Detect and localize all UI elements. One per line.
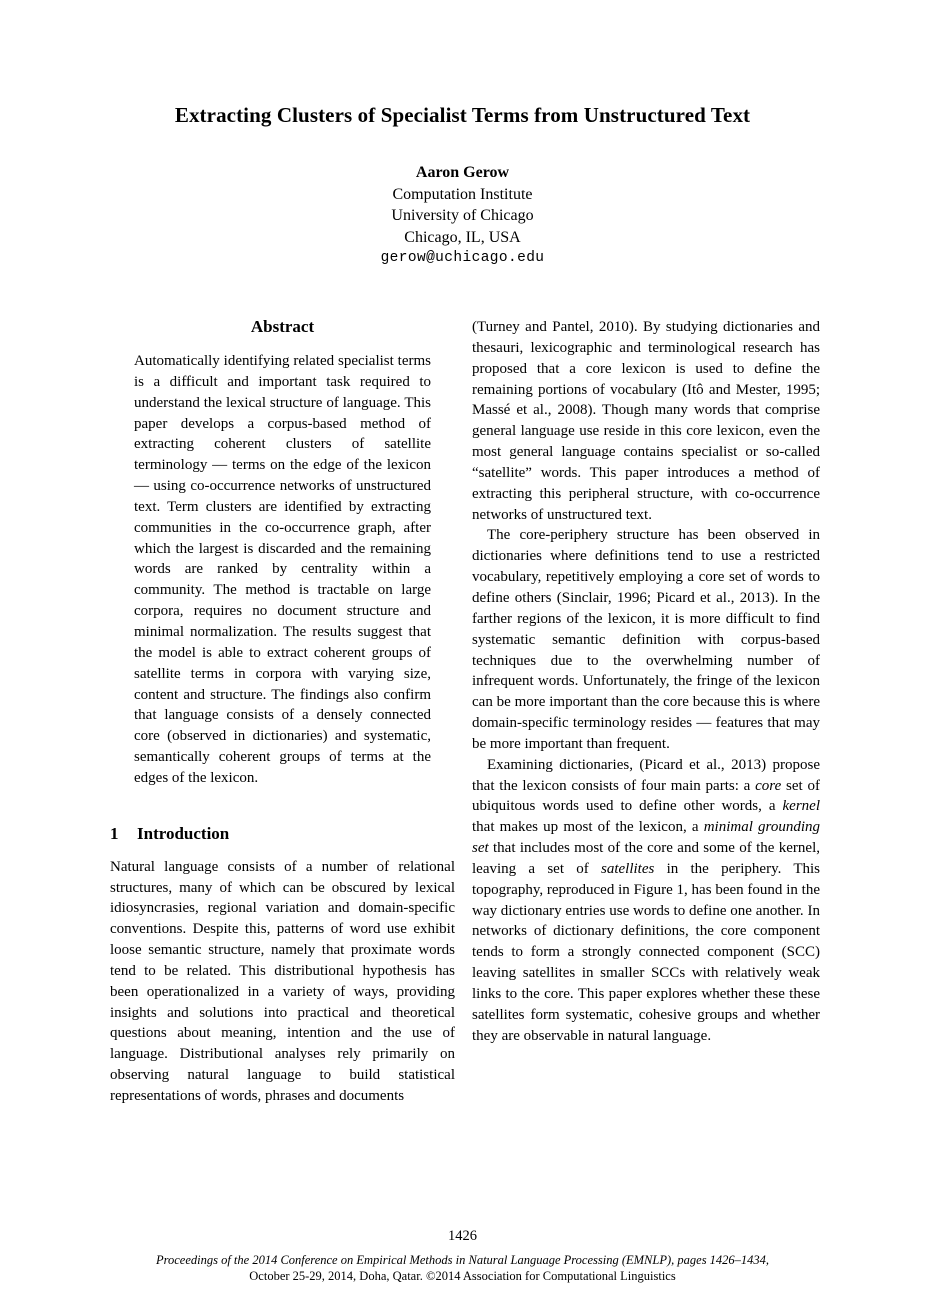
author-name: Aaron Gerow bbox=[415, 164, 510, 181]
author-affiliation-institute: Computation Institute bbox=[392, 185, 533, 203]
author-affiliation-location: Chicago, IL, USA bbox=[404, 228, 521, 246]
left-column bbox=[110, 318, 455, 1107]
right-column bbox=[472, 317, 820, 1047]
author-affiliation-university: University of Chicago bbox=[391, 207, 534, 225]
abstract-heading: Abstract bbox=[250, 317, 315, 336]
intro-paragraph-1: Natural language consists of a number of relational structures, many of which can be obscured by lexical idiosyncrasies, regional variation and domain-specific conventions. Despite this, patterns of word use exhibit loose semantic structure, namely that proximate words tend to be related. This distributional hypothesis has been operationalized in a variety of ways, providing insights and solutions into practical and theoretical questions about meaning, intention and the use of language. Distributional analyses rely primarily on observing natural language to build statistical representations of words, phrases and documents bbox=[110, 858, 455, 1104]
abstract-text: Automatically identifying related specialist terms is a difficult and important task required to understand the lexical structure of language. This paper develops a corpus-based method of extracting coherent clusters of satellite terminology — terms on the edge of the lexicon — using co-occurrence networks of unstructured text. Term clusters are identified by extracting communities in the co-occurrence graph, after which the largest is discarded and the remaining words are ranked by centrality within a community. The method is tractable on large corpora, requires no document structure and minimal normalization. The results suggest that the model is able to extract coherent groups of satellite terms in corpora with varying size, content and structure. The findings also confirm that language consists of a densely connected core (observed in dictionaries) and systematic, semantically coherent groups of terms at the edges of the lexicon. bbox=[134, 353, 431, 786]
paper-title: Extracting Clusters of Specialist Terms from Unstructured Text bbox=[174, 103, 751, 127]
section-number: 1 bbox=[110, 823, 119, 843]
footer-proceedings-line1: Proceedings of the 2014 Conference on Empirical Methods in Natural Language Processing (EMNLP), pages 1426–1434, bbox=[155, 1253, 770, 1267]
footer-proceedings-line2: October 25-29, 2014, Doha, Qatar. ©2014 Association for Computational Linguistics bbox=[249, 1268, 676, 1283]
author-email: gerow@uchicago.edu bbox=[380, 250, 545, 267]
right-paragraph-3: Examining dictionaries, (Picard et al., 2013) propose that the lexicon consists of four main parts: a core set of ubiquitous words used to define other words, a kernel that makes up most of the lexicon, a minimal grounding set that includes most of the core and some of the kernel, leaving a set of satellites in the periphery. This topography, reproduced in Figure 1, has been found in the way dictionary entries use words to define one another. In networks of dictionary definitions, the core component tends to form a strongly connected component (SCC) leaving satellites in smaller SCCs with relatively weak links to the core. This paper explores whether these these satellites form systematic, cohesive groups and whether they are observable in natural language. bbox=[472, 756, 820, 1044]
page-number: 1426 bbox=[448, 1228, 477, 1244]
section-heading-introduction bbox=[110, 825, 455, 842]
author-block bbox=[0, 162, 925, 270]
section-title: Introduction bbox=[137, 823, 230, 843]
footer-proceedings bbox=[0, 1253, 925, 1284]
right-paragraph-2: The core-periphery structure has been observed in dictionaries where definitions tend to use a restricted vocabulary, repetitively employing a core set of words to define others (Sinclair, 1996; Picard et al., 2013). In the farther regions of the lexicon, it is more difficult to find systematic semantic definition with corpus-based techniques due to the overwhelming number of infrequent words. Unfortunately, the fringe of the lexicon can be more important than the core because this is where domain-specific terminology resides — features that may be more important than frequent. bbox=[472, 527, 820, 752]
right-paragraph-1: (Turney and Pantel, 2010). By studying dictionaries and thesauri, lexicographic and terminological research has proposed that a core lexicon is used to define the remaining portions of vocabulary (Itô and Mester, 1995; Massé et al., 2008). Though many words that comprise general language use reside in this core lexicon, even the most general language contains specialist or so-called “satellite” words. This paper introduces a method of extracting this peripheral structure, with co-occurrence networks of unstructured text. bbox=[472, 319, 820, 523]
